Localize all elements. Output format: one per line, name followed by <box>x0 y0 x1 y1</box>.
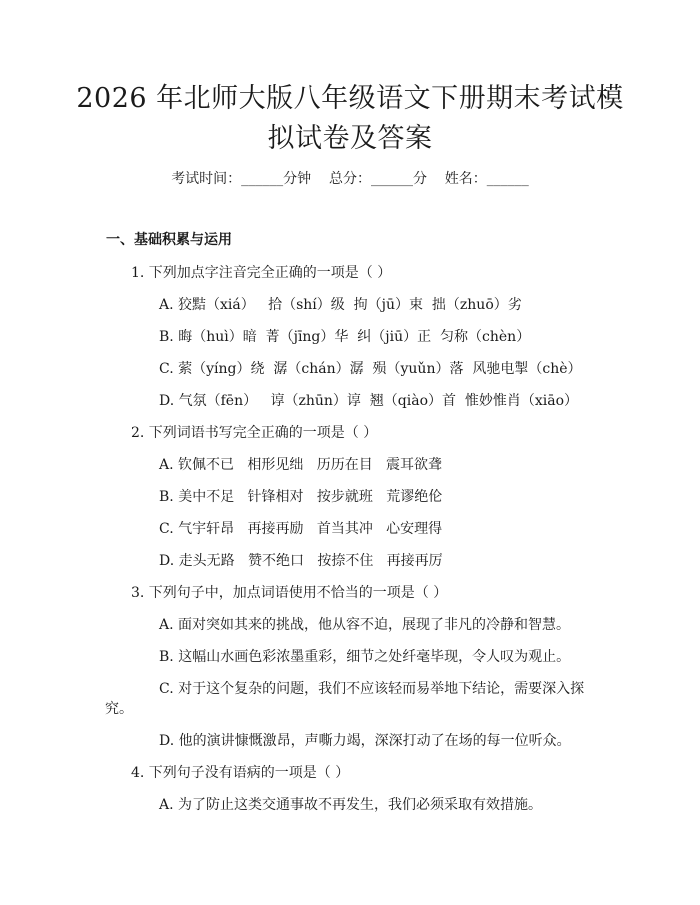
question-3-stem: 3. 下列句子中，加点词语使用不恰当的一项是（ ） <box>131 585 448 601</box>
question-3-option-a: A. 面对突如其来的挑战，他从容不迫，展现了非凡的冷静和智慧。 <box>159 617 571 633</box>
question-4-option-a: A. 为了防止这类交通事故不再发生，我们必须采取有效措施。 <box>159 797 543 813</box>
question-3-option-d: D. 他的演讲慷慨激昂，声嘶力竭，深深打动了在场的每一位听众。 <box>159 733 571 749</box>
question-1-option-c: C. 萦（yíng）绕 潺（chán）潺 殒（yuǔn）落 风驰电掣（chè） <box>159 361 582 377</box>
section-heading: 一、基础积累与运用 <box>106 232 232 248</box>
question-1-option-d: D. 气氛（fēn） 谆（zhūn）谆 翘（qiào）首 惟妙惟肖（xiāo） <box>159 393 579 409</box>
question-2-option-d: D. 走头无路 赞不绝口 按捺不住 再接再厉 <box>159 553 443 569</box>
question-3-option-c: C. 对于这个复杂的问题，我们不应该轻而易举地下结论，需要深入探 <box>159 681 585 697</box>
question-1-option-a: A. 狡黠（xiá） 拾（shí）级 拘（jū）束 拙（zhuō）劣 <box>159 297 522 313</box>
question-3-option-c-continuation: 究。 <box>105 701 133 717</box>
question-2-option-b: B. 美中不足 针锋相对 按步就班 荒谬绝伦 <box>159 489 443 505</box>
exam-meta-info: 考试时间：______分钟 总分：______分 姓名：______ <box>171 171 529 187</box>
exam-title-line1: 2026 年北师大版八年级语文下册期末考试模 <box>76 83 624 114</box>
question-4-stem: 4. 下列句子没有语病的一项是（ ） <box>131 765 350 781</box>
question-1-option-b: B. 晦（huì）暗 菁（jīng）华 纠（jiū）正 匀称（chèn） <box>159 329 531 345</box>
question-2-stem: 2. 下列词语书写完全正确的一项是（ ） <box>131 425 378 441</box>
question-2-option-c: C. 气宇轩昂 再接再励 首当其冲 心安理得 <box>159 521 443 537</box>
question-1-stem: 1. 下列加点字注音完全正确的一项是（ ） <box>131 265 392 281</box>
exam-title-line2: 拟试卷及答案 <box>267 123 433 154</box>
question-3-option-b: B. 这幅山水画色彩浓墨重彩，细节之处纤毫毕现，令人叹为观止。 <box>159 649 571 665</box>
question-2-option-a: A. 钦佩不已 相形见绌 历历在目 震耳欲聋 <box>159 457 443 473</box>
